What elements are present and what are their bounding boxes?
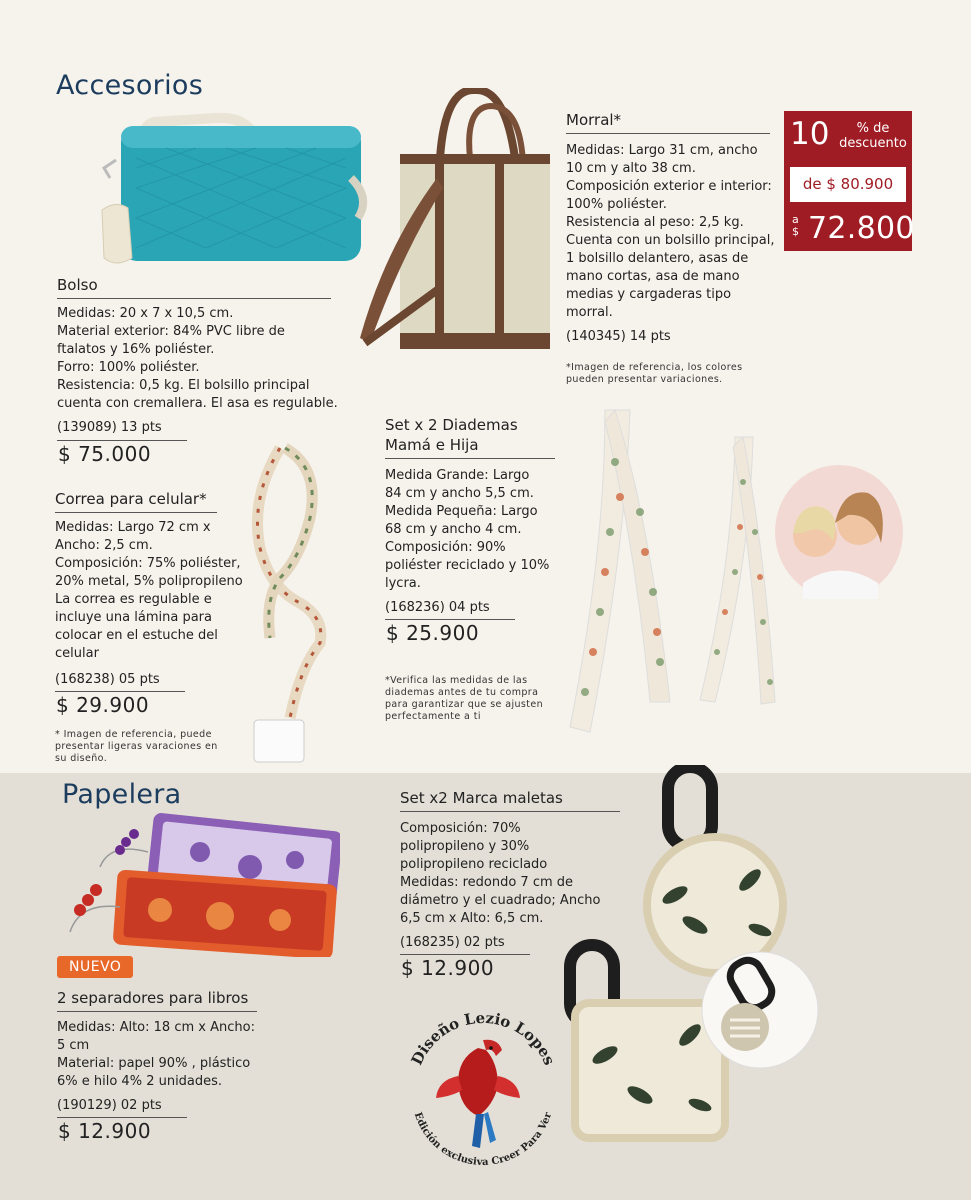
correa-note-line: su diseño. <box>55 753 108 764</box>
correa-desc-line: Ancho: 2,5 cm. <box>55 538 153 553</box>
morral-desc-line: 10 cm y alto 38 cm. <box>566 161 696 176</box>
parrot-icon <box>436 1040 520 1148</box>
morral-note-line: pueden presentar variaciones. <box>566 374 723 385</box>
bolso-desc-line: ftalatos y 16% poliéster. <box>57 342 215 357</box>
morral-note <box>566 362 766 386</box>
morral-desc-line: mano cortas, asa de mano <box>566 269 740 284</box>
diademas-price: $ 25.900 <box>386 621 480 645</box>
diademas-price-divider <box>385 619 515 620</box>
discount-label-line: % de <box>856 121 890 136</box>
separadores-desc-line: Medidas: Alto: 18 cm x Ancho: <box>57 1020 255 1035</box>
correa-desc-line: Medidas: Largo 72 cm x <box>55 520 211 535</box>
diademas-description <box>385 467 575 593</box>
morral-desc-line: Composición exterior e interior: <box>566 179 772 194</box>
discount-a-line: a <box>792 213 799 226</box>
separadores-image <box>40 812 340 957</box>
correa-code: (168238) 05 pts <box>55 672 160 687</box>
correa-desc-line: 20% metal, 5% polipropileno <box>55 574 243 589</box>
bolso-desc-line: Forro: 100% poliéster. <box>57 360 200 375</box>
morral-desc-line: morral. <box>566 305 613 320</box>
separadores-desc-line: Material: papel 90% , plástico <box>57 1056 251 1071</box>
bolso-price: $ 75.000 <box>58 442 152 466</box>
morral-desc-line: Cuenta con un bolsillo principal, <box>566 233 775 248</box>
morral-desc-line: 100% poliéster. <box>566 197 667 212</box>
accesorios-heading: Accesorios <box>56 70 204 101</box>
discount-label <box>836 121 910 151</box>
discount-label-line: descuento <box>839 136 907 151</box>
bolso-desc-line: Medidas: 20 x 7 x 10,5 cm. <box>57 306 234 321</box>
maletas-desc-line: diámetro y el cuadrado; Ancho <box>400 893 601 908</box>
morral-title: Morral* <box>566 111 770 134</box>
separadores-description <box>57 1019 287 1091</box>
bolso-description <box>57 305 357 413</box>
bolso-desc-line: cuenta con cremallera. El asa es regulable. <box>57 396 338 411</box>
correa-price-divider <box>55 691 185 692</box>
diademas-title <box>385 415 555 459</box>
correa-note-line: * Imagen de referencia, puede <box>55 729 212 740</box>
discount-header <box>784 111 912 157</box>
mother-daughter-photo <box>773 463 905 601</box>
bolso-code: (139089) 13 pts <box>57 420 162 435</box>
maletas-desc-line: Composición: 70% <box>400 821 521 836</box>
seal-bottom-text: Edición exclusiva Creer Para Ver <box>411 1111 555 1169</box>
diademas-note <box>385 675 575 723</box>
separadores-title: 2 separadores para libros <box>57 989 257 1012</box>
morral-desc-line: medias y cargaderas tipo <box>566 287 732 302</box>
separadores-desc-line: 5 cm <box>57 1038 90 1053</box>
maletas-price-divider <box>400 954 530 955</box>
correa-note-line: presentar ligeras varaciones en <box>55 741 218 752</box>
maletas-price: $ 12.900 <box>401 956 495 980</box>
diademas-desc-line: lycra. <box>385 576 421 591</box>
diademas-note-line: *Verifica las medidas de las <box>385 675 528 686</box>
discounted-price-block <box>790 211 915 247</box>
discount-promo-box <box>784 111 915 251</box>
discount-a-label <box>792 214 799 238</box>
correa-desc-line: incluye una lámina para <box>55 610 212 625</box>
correa-price: $ 29.900 <box>56 693 150 717</box>
morral-desc-line: Medidas: Largo 31 cm, ancho <box>566 143 758 158</box>
original-price: de $ 80.900 <box>790 167 906 202</box>
maletas-desc-line: Medidas: redondo 7 cm de <box>400 875 574 890</box>
maletas-image <box>560 765 945 1145</box>
diademas-desc-line: poliéster reciclado y 10% <box>385 558 550 573</box>
morral-code: (140345) 14 pts <box>566 329 671 344</box>
diademas-note-line: para garantizar que se ajusten <box>385 699 544 710</box>
correa-desc-line: celular <box>55 646 99 661</box>
morral-note-line: *Imagen de referencia, los colores <box>566 362 743 373</box>
correa-note <box>55 729 255 765</box>
morral-description <box>566 142 791 322</box>
correa-image <box>240 438 340 768</box>
correa-desc-line: Composición: 75% poliéster, <box>55 556 241 571</box>
correa-desc-line: La correa es regulable e <box>55 592 212 607</box>
diademas-title-line: Set x 2 Diademas <box>385 416 518 434</box>
seal-top-text: Diseño Lezio Lopes <box>407 1008 559 1068</box>
bolso-price-divider <box>57 440 187 441</box>
separadores-price: $ 12.900 <box>58 1119 152 1143</box>
diademas-desc-line: Composición: 90% <box>385 540 506 555</box>
morral-image <box>345 88 560 360</box>
diademas-desc-line: 84 cm y ancho 5,5 cm. <box>385 486 534 501</box>
morral-desc-line: 1 bolsillo delantero, asas de <box>566 251 749 266</box>
diademas-image <box>565 402 790 747</box>
separadores-code: (190129) 02 pts <box>57 1098 162 1113</box>
correa-title: Correa para celular* <box>55 490 217 513</box>
bolso-image <box>96 108 371 278</box>
correa-desc-line: colocar en el estuche del <box>55 628 218 643</box>
maletas-title: Set x2 Marca maletas <box>400 789 620 812</box>
bolso-title: Bolso <box>57 276 331 299</box>
bolso-desc-line: Material exterior: 84% PVC libre de <box>57 324 285 339</box>
diademas-title-line: Mamá e Hija <box>385 436 479 454</box>
nuevo-badge: NUEVO <box>57 956 133 978</box>
diademas-note-line: perfectamente a ti <box>385 711 481 722</box>
diademas-code: (168236) 04 pts <box>385 600 490 615</box>
diademas-note-line: diademas antes de tu compra <box>385 687 539 698</box>
separadores-desc-line: 6% e hilo 4% 2 unidades. <box>57 1074 223 1089</box>
discount-currency: $ <box>792 225 799 238</box>
bolso-desc-line: Resistencia: 0,5 kg. El bolsillo principal <box>57 378 310 393</box>
separadores-price-divider <box>57 1117 187 1118</box>
diademas-desc-line: Medida Pequeña: Largo <box>385 504 538 519</box>
designer-seal <box>398 998 568 1170</box>
correa-description <box>55 519 270 663</box>
papelera-heading: Papelera <box>62 779 182 810</box>
discounted-price: 72.800 <box>808 211 915 246</box>
diademas-desc-line: 68 cm y ancho 4 cm. <box>385 522 522 537</box>
maletas-desc-line: 6,5 cm x Alto: 6,5 cm. <box>400 911 544 926</box>
maletas-desc-line: polipropileno y 30% <box>400 839 530 854</box>
discount-percent: 10 <box>790 116 830 152</box>
maletas-desc-line: polipropileno reciclado <box>400 857 548 872</box>
diademas-desc-line: Medida Grande: Largo <box>385 468 530 483</box>
morral-desc-line: Resistencia al peso: 2,5 kg. <box>566 215 744 230</box>
maletas-code: (168235) 02 pts <box>400 935 505 950</box>
